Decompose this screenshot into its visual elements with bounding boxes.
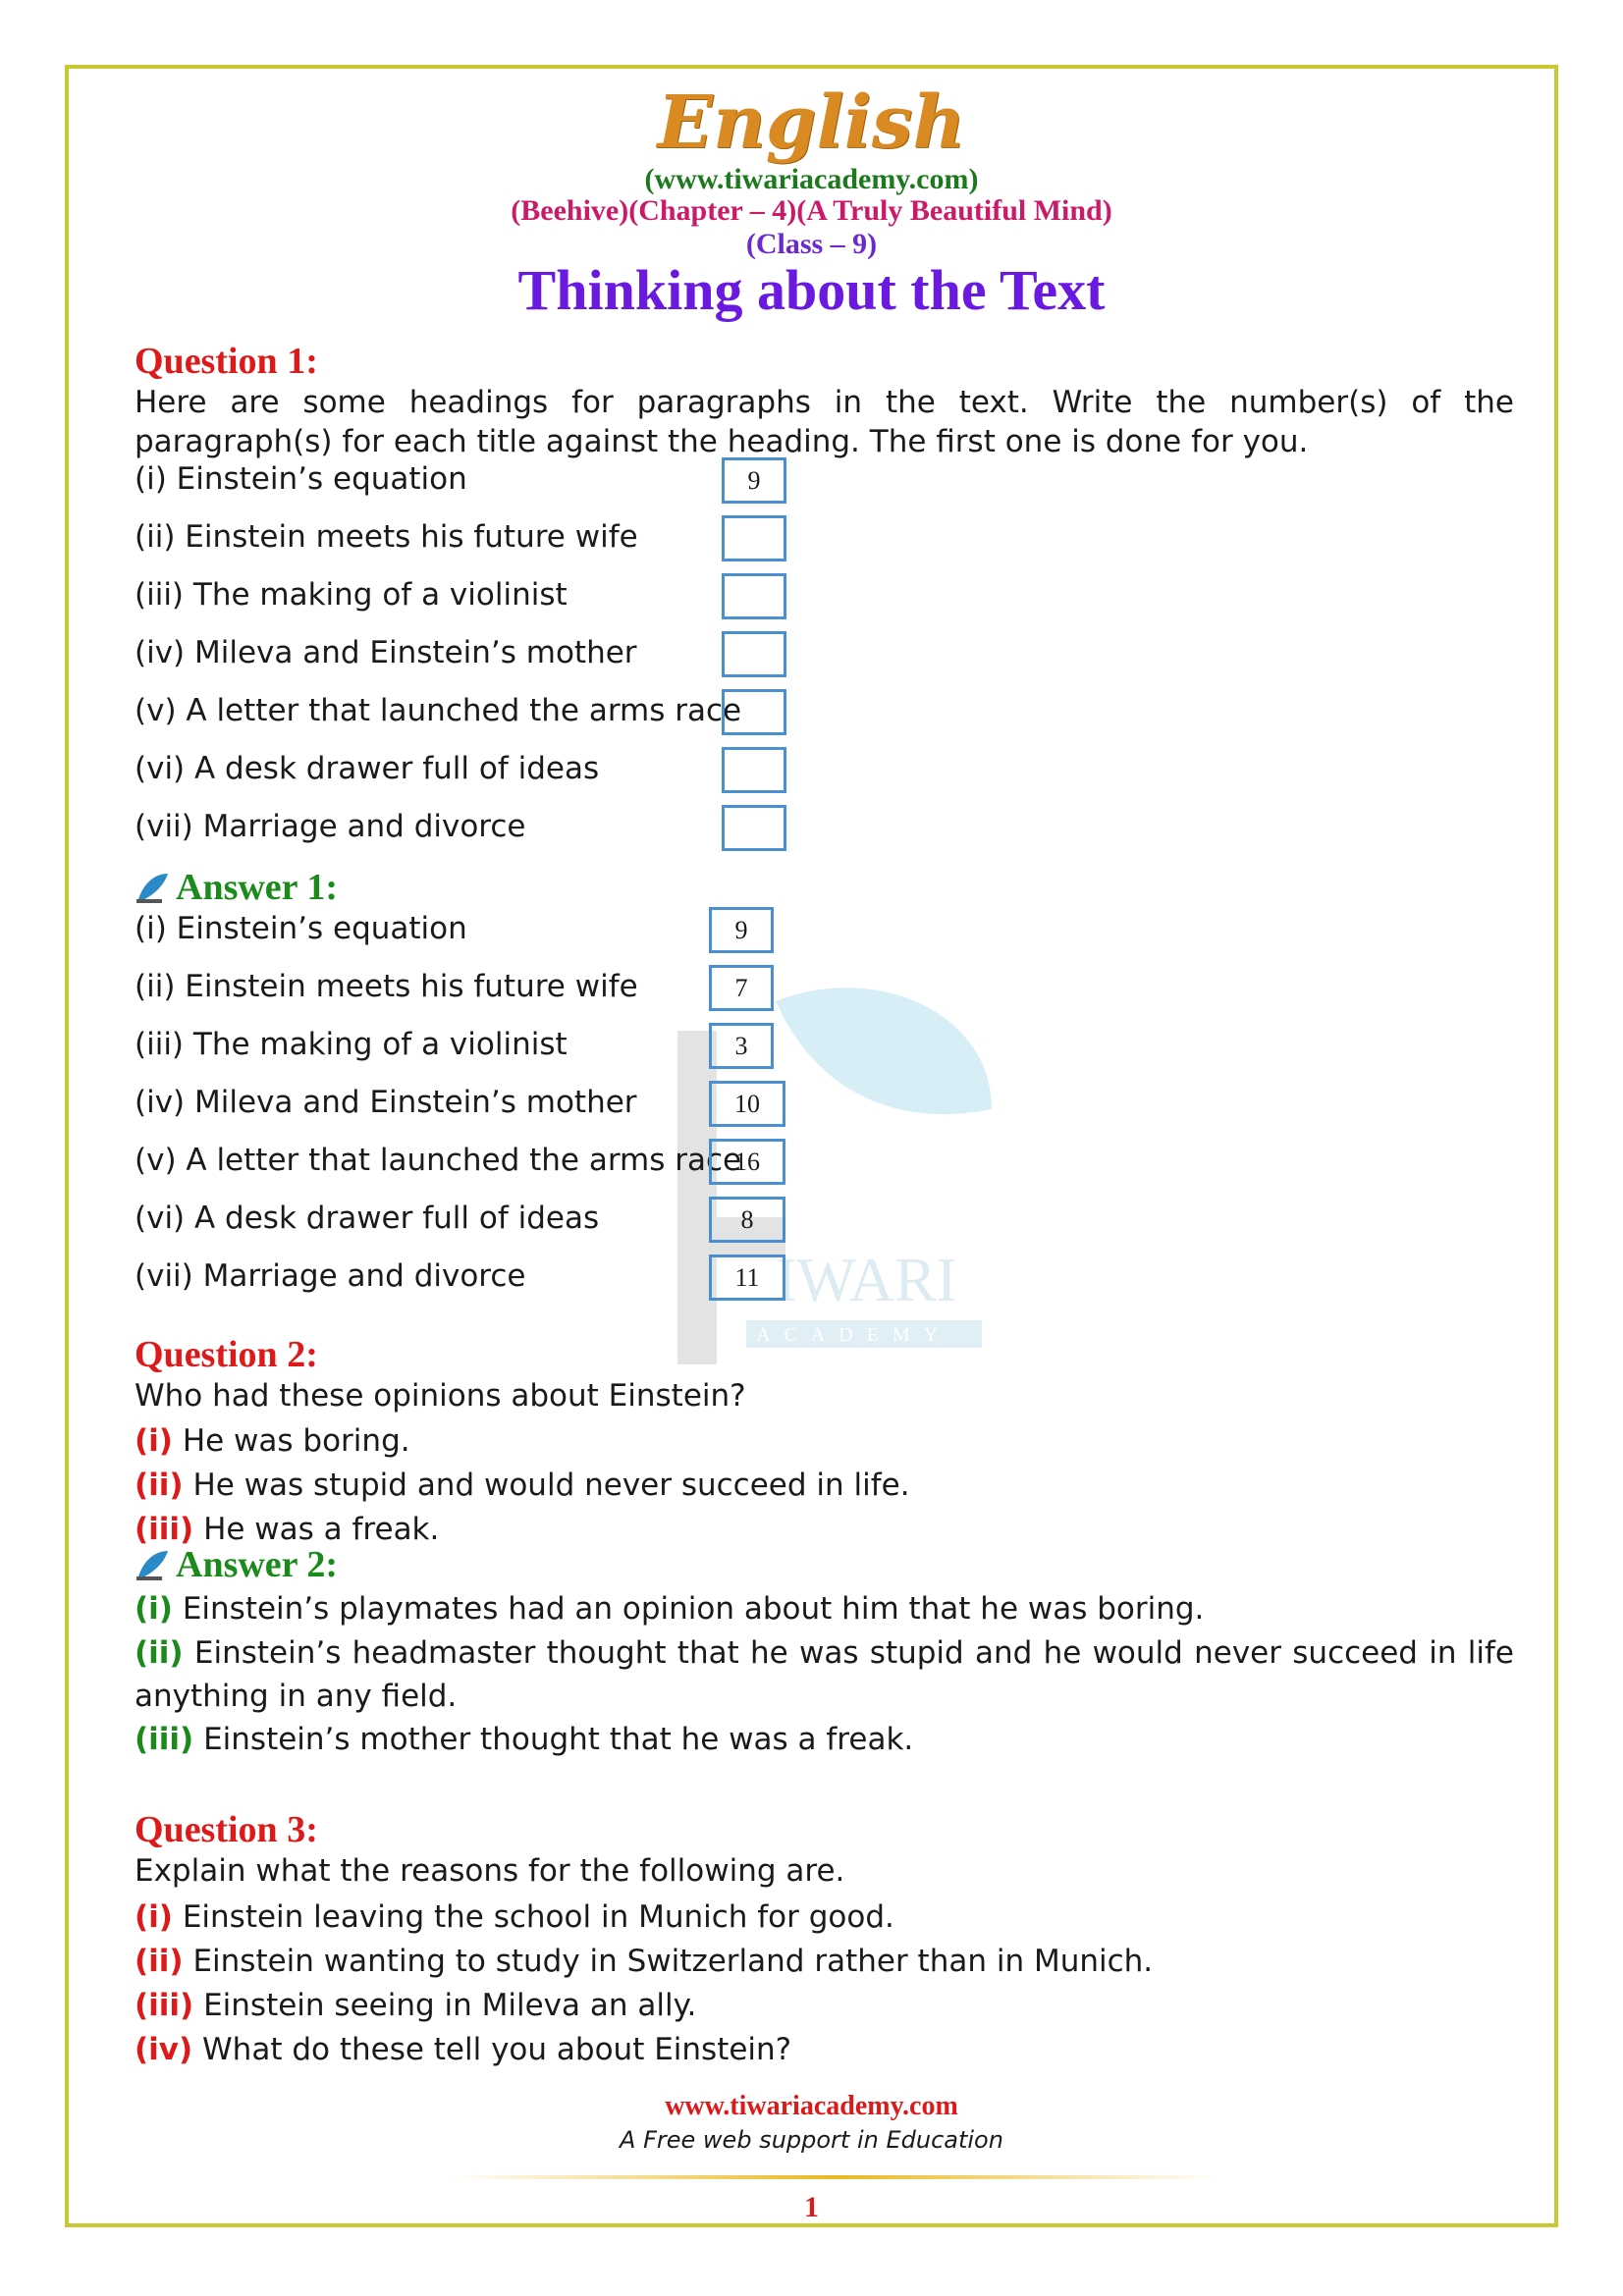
a1-item-label: (iv) Mileva and Einstein’s mother [135,1085,637,1120]
q2-item [135,1419,1514,1463]
q2-item-text: He was stupid and would never succeed in life. [183,1468,910,1503]
header-chapter: (Beehive)(Chapter – 4)(A Truly Beautiful Mind) [511,194,1112,227]
a1-item-label: (v) A letter that launched the arms race [135,1143,742,1178]
question-2-text: Who had these opinions about Einstein? [135,1378,746,1414]
section-title: Thinking about the Text [517,258,1106,322]
q2-item-number: (iii) [135,1512,194,1547]
a2-item-number: (i) [135,1591,173,1627]
q1-item-label: (ii) Einstein meets his future wife [135,519,638,555]
a1-number-box: 7 [709,965,774,1011]
q2-item [135,1464,1514,1507]
a1-item-label: (vii) Marriage and divorce [135,1258,526,1294]
q1-item-label: (vii) Marriage and divorce [135,809,526,844]
footer-divider [452,2175,1217,2179]
answer-1-heading [135,866,338,909]
q3-item-text: What do these tell you about Einstein? [192,2032,792,2067]
q3-item-text: Einstein seeing in Mileva an ally. [193,1988,697,2023]
a1-number-box: 8 [709,1197,785,1243]
q1-item-label: (i) Einstein’s equation [135,461,467,497]
watermark-text: IWARI [776,1245,957,1314]
a1-number-box: 11 [709,1255,785,1301]
page-number: 1 [804,2191,819,2223]
question-2-heading: Question 2: [135,1334,318,1375]
a1-number-box: 3 [709,1023,774,1069]
watermark-subtext: ACADEMY [756,1324,952,1346]
q1-item-label: (v) A letter that launched the arms race [135,693,742,728]
q1-item-label: (iv) Mileva and Einstein’s mother [135,635,637,670]
answer-1-label: Answer 1: [176,867,339,908]
q1-number-box [722,805,786,851]
a1-number-box: 16 [709,1139,785,1185]
q3-item [135,1896,1514,1939]
q3-item-text: Einstein wanting to study in Switzerland rather than in Munich. [183,1944,1154,1979]
header-site: (www.tiwariacademy.com) [644,163,979,195]
q1-number-box [722,515,786,561]
a2-item [135,1631,1514,1718]
q2-item-number: (ii) [135,1468,184,1503]
q1-item-label: (iii) The making of a violinist [135,577,568,613]
a1-item-label: (vi) A desk drawer full of ideas [135,1201,600,1236]
a2-item [135,1718,1514,1761]
q2-item [135,1508,1514,1551]
a2-item-number: (iii) [135,1721,194,1757]
a2-item-number: (ii) [135,1635,184,1671]
question-1-heading: Question 1: [135,341,318,382]
quill-icon [135,1547,170,1582]
q3-item-number: (i) [135,1899,173,1935]
q3-item-number: (ii) [135,1944,184,1979]
a2-item [135,1587,1514,1630]
q1-number-box [722,573,786,619]
question-1-text: Here are some headings for paragraphs in the text. Write the number(s) of the paragraph(s) for each title against the heading. The first one is done for you. [135,385,1514,459]
a2-item-text: Einstein’s playmates had an opinion about him that he was boring. [172,1591,1205,1627]
a2-item-text: Einstein’s headmaster thought that he was stupid and he would never succeed in life anything in any field. [135,1635,1514,1714]
question-3-heading: Question 3: [135,1809,318,1850]
q3-item-number: (iv) [135,2032,193,2067]
answer-2-heading [135,1543,338,1586]
q3-item-text: Einstein leaving the school in Munich for good. [172,1899,894,1935]
q2-item-text: He was a freak. [193,1512,440,1547]
quill-icon [135,870,170,905]
question-3-text: Explain what the reasons for the following are. [135,1853,845,1889]
footer-tagline: A Free web support in Education [620,2126,1003,2154]
a1-number-box: 10 [709,1081,785,1127]
q3-item [135,1984,1514,2027]
q1-number-box [722,631,786,677]
answer-2-label: Answer 2: [176,1544,339,1585]
page-title: English [657,80,966,165]
q1-item-label: (vi) A desk drawer full of ideas [135,751,600,786]
a1-item-label: (iii) The making of a violinist [135,1027,568,1062]
q2-item-number: (i) [135,1423,173,1459]
a1-item-label: (i) Einstein’s equation [135,911,467,946]
a1-item-label: (ii) Einstein meets his future wife [135,969,638,1004]
q1-number-box [722,747,786,793]
footer-site: www.tiwariacademy.com [665,2091,958,2121]
header-class: (Class – 9) [745,228,878,260]
q3-item-number: (iii) [135,1988,194,2023]
q3-item [135,2028,1514,2071]
a1-number-box: 9 [709,907,774,953]
q2-item-text: He was boring. [172,1423,410,1459]
a2-item-text: Einstein’s mother thought that he was a freak. [193,1721,914,1757]
q1-number-box [722,689,786,735]
q3-item [135,1940,1514,1983]
q1-number-box: 9 [722,457,786,504]
